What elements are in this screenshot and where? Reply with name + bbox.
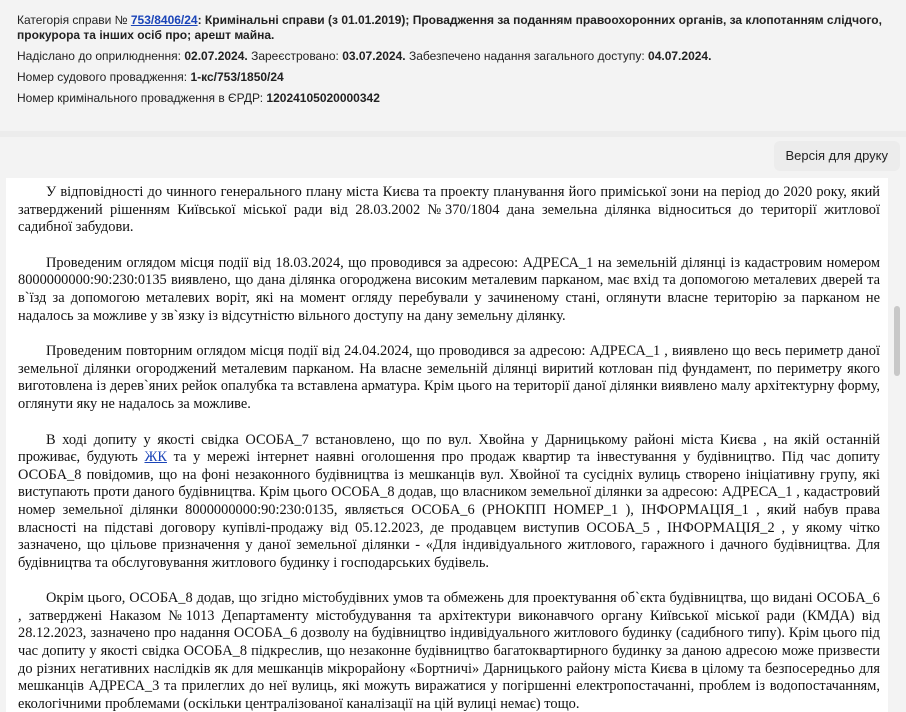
section-divider xyxy=(0,131,906,137)
erdr-number: 12024105020000342 xyxy=(266,91,380,105)
case-number-link[interactable]: 753/8406/24 xyxy=(130,13,198,27)
case-category-row xyxy=(17,13,900,43)
dates-row xyxy=(17,49,900,64)
case-metadata-panel xyxy=(7,6,900,131)
registered-label: Зареєстровано: xyxy=(247,49,343,63)
zhk-link[interactable]: ЖК xyxy=(144,449,167,466)
paragraph-4-end: та у мережі інтернет наявні оголошення про продаж квартир та інвестування у будівництво. Під час допиту ОСОБА_8 повідомив, що на фоні незаконного будівництва із мешканців вул. Хвойної та сусідніх вулиць створено ініціативну групу, які виступають проти даного будівництва. Крім цього ОСОБА_8 додав, що власником земельної ділянки за адресою: АДРЕСА_1 , кадастровий номер земельної ділянки 8000000000:90:230:0135, являється ОСОБА_6 (РНОКПП НОМЕР_1 ), ІНФОРМАЦІЯ_1 , який набув права власності на підставі договору купівлі-продажу від 05.12.2023, де продавцем виступив ОСОБА_5 , ІНФОРМАЦІЯ_2 , у якому чітко зазначено, що цільове призначення у даної земельної ділянки - «Для індивідуального житлового, гаражного і дачного будівництва. Для будівництва та обслуговування житлового будинку і господарських будівель. xyxy=(18,449,880,571)
document-text xyxy=(6,178,888,712)
paragraph-2: Проведеним оглядом місця події від 18.03.2024, що проводився за адресою: АДРЕСА_1 на земельній ділянці із кадастровим номером 8000000000:90:230:0135 виявлено, що дана ділянка огороджена високим металевим парканом, має вхід та допомогою металевих дверей та в`їзд за допомогою металевих воріт, які на момент огляду перебували у зачиненому стані, оглянути власне територію за парканом не надалось за можливе у зв`язку із відсутністю вільного доступу на дану земельну ділянку. xyxy=(18,254,880,324)
erdr-row xyxy=(17,91,900,106)
registered-date: 03.07.2024. xyxy=(342,49,406,63)
case-category-text: : Кримінальні справи (з 01.01.2019); Провадження за поданням правоохоронних органів, за клопотанням слідчого, прокурора та інших осіб про; арешт майна. xyxy=(17,13,882,42)
sent-date: 02.07.2024. xyxy=(184,49,248,63)
document-scrollbar[interactable] xyxy=(892,178,902,712)
paragraph-5: Окрім цього, ОСОБА_8 додав, що згідно містобудівних умов та обмежень для проектування об`єкта будівництва, що видані ОСОБА_6 , затверджені Наказом №1013 Департаменту містобудування та архітектури виконавчого органу Київської міської ради (КМДА) від 28.12.2023, зазначено про надання ОСОБА_6 дозволу на будівництво індивідуального житлового будинку (садибного типу). Крім цього під час допиту у якості свідка ОСОБА_8 підкреслив, що незаконне будівництво багатоквартирного будинку за даною адресою може призвести до різних негативних наслідків як для мешканців мікрорайону «Бортничі» Дарницького району міста Києва в цілому та безпосередньо для мешканців АДРЕСА_3 та прилеглих до неї вулиць, які можуть виражатися у погіршенні електропостачанні, проблем із водопостачанням, екологічними проблемами (оскільки централізованої каналізації на цій вулиці немає) тощо. xyxy=(18,590,880,712)
court-number: 1-кс/753/1850/24 xyxy=(190,70,284,84)
print-version-button[interactable]: Версія для друку xyxy=(774,141,901,171)
access-date: 04.07.2024. xyxy=(648,49,712,63)
scrollbar-thumb[interactable] xyxy=(894,306,900,376)
case-category-label: Категорія справи № xyxy=(17,13,131,27)
sent-label: Надіслано до оприлюднення: xyxy=(17,49,185,63)
paragraph-1: У відповідності до чинного генерального плану міста Києва та проекту планування його приміської зони на період до 2020 року, який затверджений рішенням Київської міської ради від 28.03.2002 №370/1804 дана земельна ділянка відноситься до території житлової садибної забудови. xyxy=(18,184,880,236)
court-number-label: Номер судового провадження: xyxy=(17,70,191,84)
paragraph-3: Проведеним повторним оглядом місця події від 24.04.2024, що проводився за адресою: АДРЕСА_1 , виявлено що весь периметр даної земельної ділянки огороджений металевим парканом. На власне земельній ділянці виритий котлован під фундамент, по периметру якого виготовлена із дерев`яних рейок опалубка та вставлена арматура. Крім цього на території даної ділянки виявлено малу архітектурну форму, оглянути яку не надалось за можливе. xyxy=(18,343,880,412)
court-proceeding-row xyxy=(17,70,900,85)
paragraph-4-start: В ході допиту у якості свідка ОСОБА_7 встановлено, що по вул. Хвойна у Дарницькому районі міста Києва , на якій останній проживає, будують xyxy=(18,431,880,466)
access-label: Забезпечено надання загального доступу: xyxy=(405,49,649,63)
paragraph-4 xyxy=(18,432,880,573)
erdr-label: Номер кримінального провадження в ЄРДР: xyxy=(17,91,267,105)
